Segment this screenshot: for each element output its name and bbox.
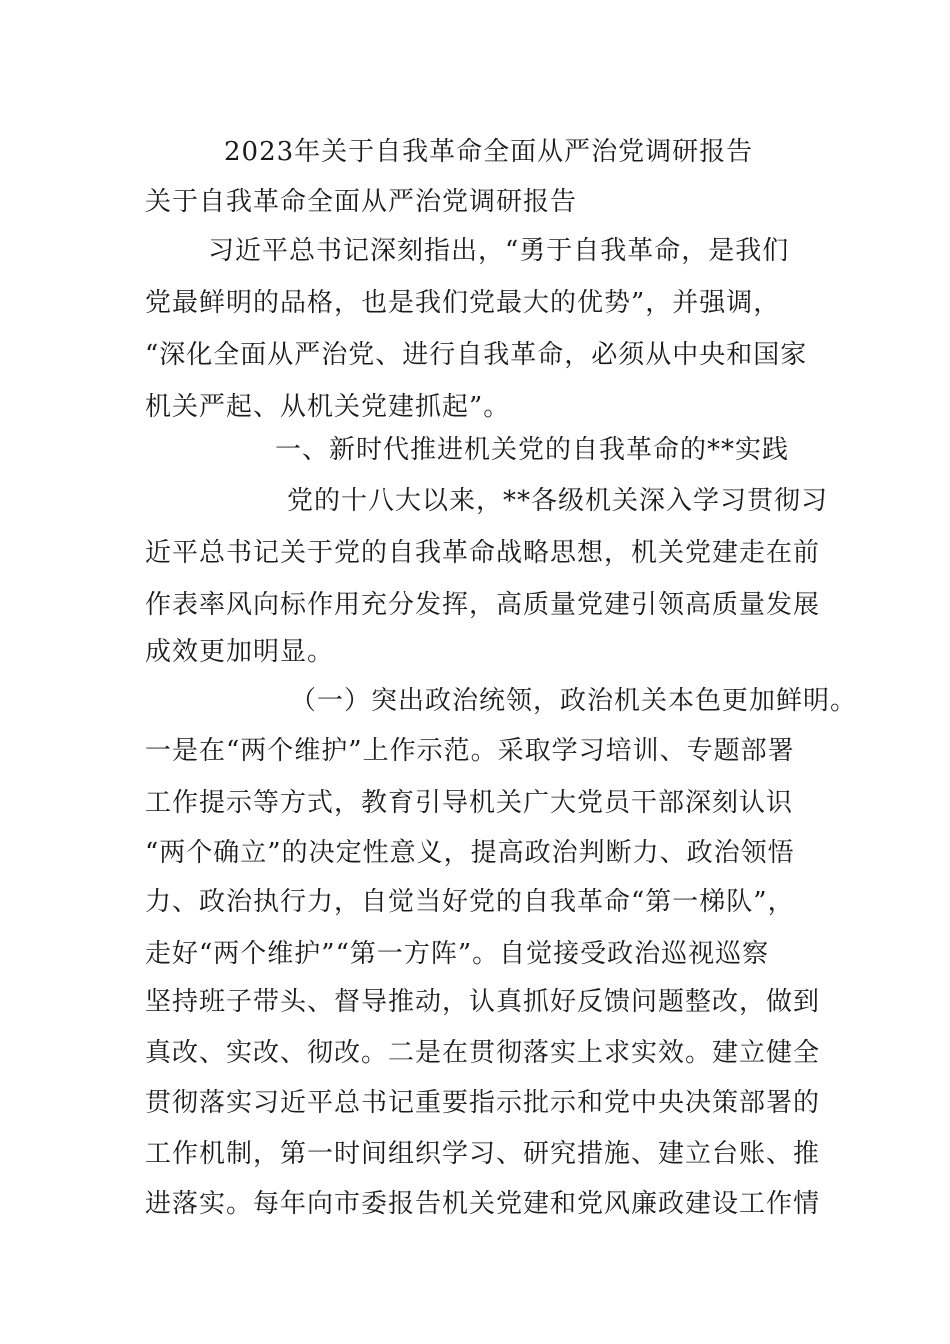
paragraph-line: 工作提示等方式，教育引导机关广大党员干部深刻认识: [145, 788, 794, 818]
paragraph-line: 一是在“两个维护”上作示范。采取学习培训、专题部署: [145, 736, 795, 766]
paragraph-line: “两个确立”的决定性意义，提高政治判断力、政治领悟: [145, 838, 795, 868]
paragraph-line: 力、政治执行力，自觉当好党的自我革命“第一梯队”，: [145, 887, 795, 917]
paragraph-line: 真改、实改、彻改。二是在贯彻落实上求实效。建立健全: [145, 1038, 821, 1068]
paragraph-line: “深化全面从严治党、进行自我革命，必须从中央和国家: [145, 340, 808, 370]
document-title: 2023年关于自我革命全面从严治党调研报告: [224, 137, 754, 167]
paragraph-line: 机关严起、从机关党建抓起”。: [145, 392, 511, 422]
paragraph-line: 成效更加明显。: [145, 637, 335, 667]
paragraph-line: 走好“两个维护”“第一方阵”。自觉接受政治巡视巡察: [145, 939, 770, 969]
paragraph-line: 党的十八大以来，**各级机关深入学习贯彻习: [287, 486, 829, 516]
document-subtitle: 关于自我革命全面从严治党调研报告: [145, 187, 578, 217]
subsection-heading: （一）突出政治统领，政治机关本色更加鲜明。: [290, 686, 858, 716]
paragraph-line: 习近平总书记深刻指出，“勇于自我革命，是我们: [208, 236, 790, 266]
paragraph-line: 党最鲜明的品格，也是我们党最大的优势”，并强调，: [145, 288, 781, 318]
paragraph-line: 坚持班子带头、督导推动，认真抓好反馈问题整改，做到: [145, 987, 821, 1017]
paragraph-line: 作表率风向标作用充分发挥，高质量党建引领高质量发展: [145, 590, 821, 620]
paragraph-line: 贯彻落实习近平总书记重要指示批示和党中央决策部署的: [145, 1088, 821, 1118]
paragraph-line: 进落实。每年向市委报告机关党建和党风廉政建设工作情: [145, 1189, 821, 1219]
paragraph-line: 工作机制，第一时间组织学习、研究措施、建立台账、推: [145, 1139, 821, 1169]
section-heading: 一、新时代推进机关党的自我革命的**实践: [275, 435, 790, 465]
paragraph-line: 近平总书记关于党的自我革命战略思想，机关党建走在前: [145, 538, 821, 568]
